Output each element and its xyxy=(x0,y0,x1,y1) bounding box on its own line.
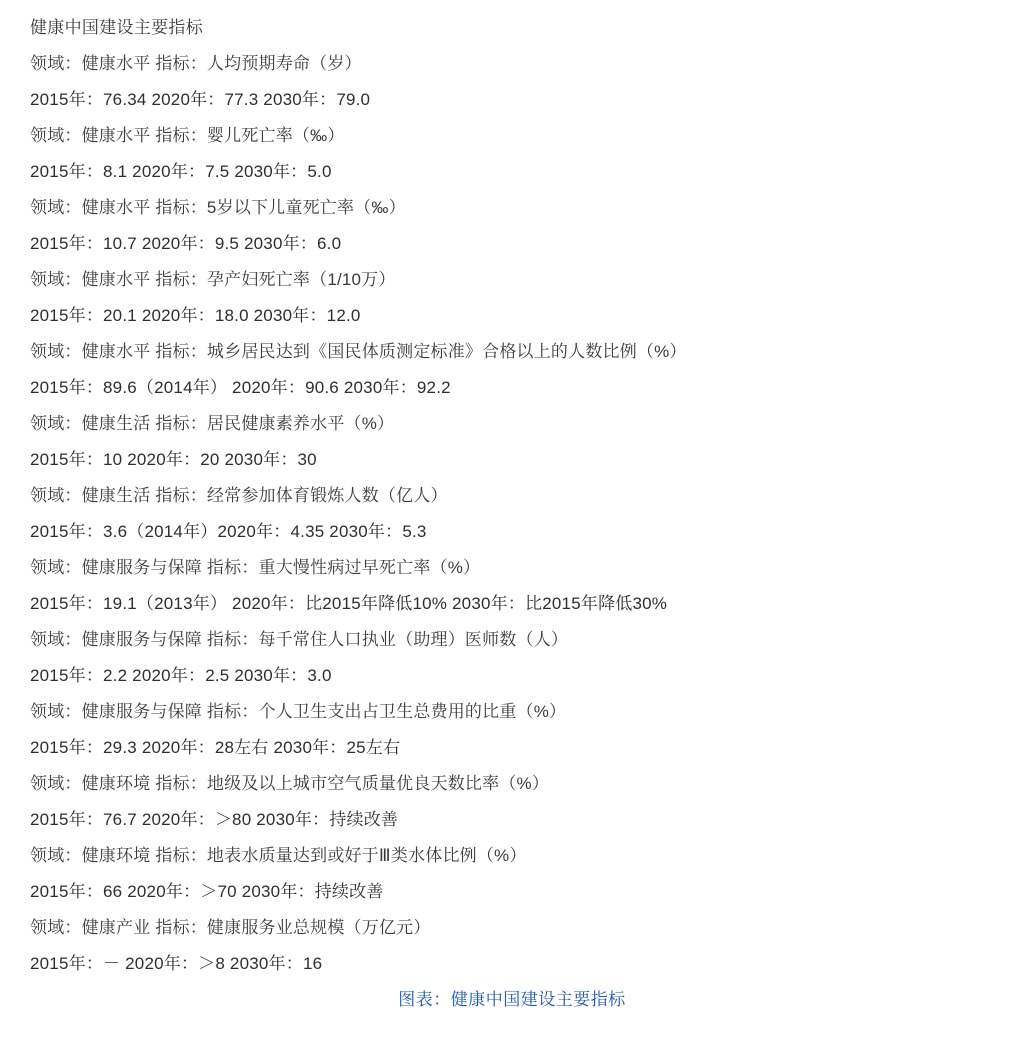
page-title: 健康中国建设主要指标 xyxy=(30,18,203,37)
figure-caption: 图表：健康中国建设主要指标 xyxy=(398,990,626,1009)
indicator-values: 2015年：76.34 2020年：77.3 2030年：79.0 xyxy=(30,90,371,109)
indicator-values: 2015年：3.6（2014年）2020年：4.35 2030年：5.3 xyxy=(30,522,427,541)
indicator-label: 领域：健康生活 指标：居民健康素养水平（%） xyxy=(30,414,395,433)
indicator-label: 领域：健康环境 指标：地级及以上城市空气质量优良天数比率（%） xyxy=(30,774,550,793)
indicator-label: 领域：健康产业 指标：健康服务业总规模（万亿元） xyxy=(30,918,431,937)
indicator-values: 2015年：8.1 2020年：7.5 2030年：5.0 xyxy=(30,162,332,181)
indicator-values: 2015年：20.1 2020年：18.0 2030年：12.0 xyxy=(30,306,361,325)
indicator-label: 领域：健康服务与保障 指标：重大慢性病过早死亡率（%） xyxy=(30,558,481,577)
indicator-label: 领域：健康服务与保障 指标：每千常住人口执业（助理）医师数（人） xyxy=(30,630,569,649)
indicator-label: 领域：健康水平 指标：人均预期寿命（岁） xyxy=(30,54,362,73)
indicator-values: 2015年：66 2020年：＞70 2030年：持续改善 xyxy=(30,882,384,901)
indicator-label: 领域：健康生活 指标：经常参加体育锻炼人数（亿人） xyxy=(30,486,448,505)
indicator-values: 2015年：29.3 2020年：28左右 2030年：25左右 xyxy=(30,738,401,757)
indicator-values: 2015年：19.1（2013年） 2020年：比2015年降低10% 2030年：比2015年降低30% xyxy=(30,594,668,613)
indicator-values: 2015年：10 2020年：20 2030年：30 xyxy=(30,450,317,469)
indicator-values: 2015年：89.6（2014年） 2020年：90.6 2030年：92.2 xyxy=(30,378,451,397)
indicator-label: 领域：健康水平 指标：5岁以下儿童死亡率（‰） xyxy=(30,198,406,217)
indicator-values: 2015年：2.2 2020年：2.5 2030年：3.0 xyxy=(30,666,332,685)
indicator-label: 领域：健康水平 指标：婴儿死亡率（‰） xyxy=(30,126,345,145)
indicator-label: 领域：健康水平 指标：城乡居民达到《国民体质测定标准》合格以上的人数比例（%） xyxy=(30,342,687,361)
indicator-label: 领域：健康环境 指标：地表水质量达到或好于Ⅲ类水体比例（%） xyxy=(30,846,527,865)
indicator-label: 领域：健康服务与保障 指标：个人卫生支出占卫生总费用的比重（%） xyxy=(30,702,567,721)
indicator-label: 领域：健康水平 指标：孕产妇死亡率（1/10万） xyxy=(30,270,396,289)
indicator-values: 2015年：－ 2020年：＞8 2030年：16 xyxy=(30,954,323,973)
indicator-values: 2015年：10.7 2020年：9.5 2030年：6.0 xyxy=(30,234,342,253)
indicator-values: 2015年：76.7 2020年：＞80 2030年：持续改善 xyxy=(30,810,399,829)
